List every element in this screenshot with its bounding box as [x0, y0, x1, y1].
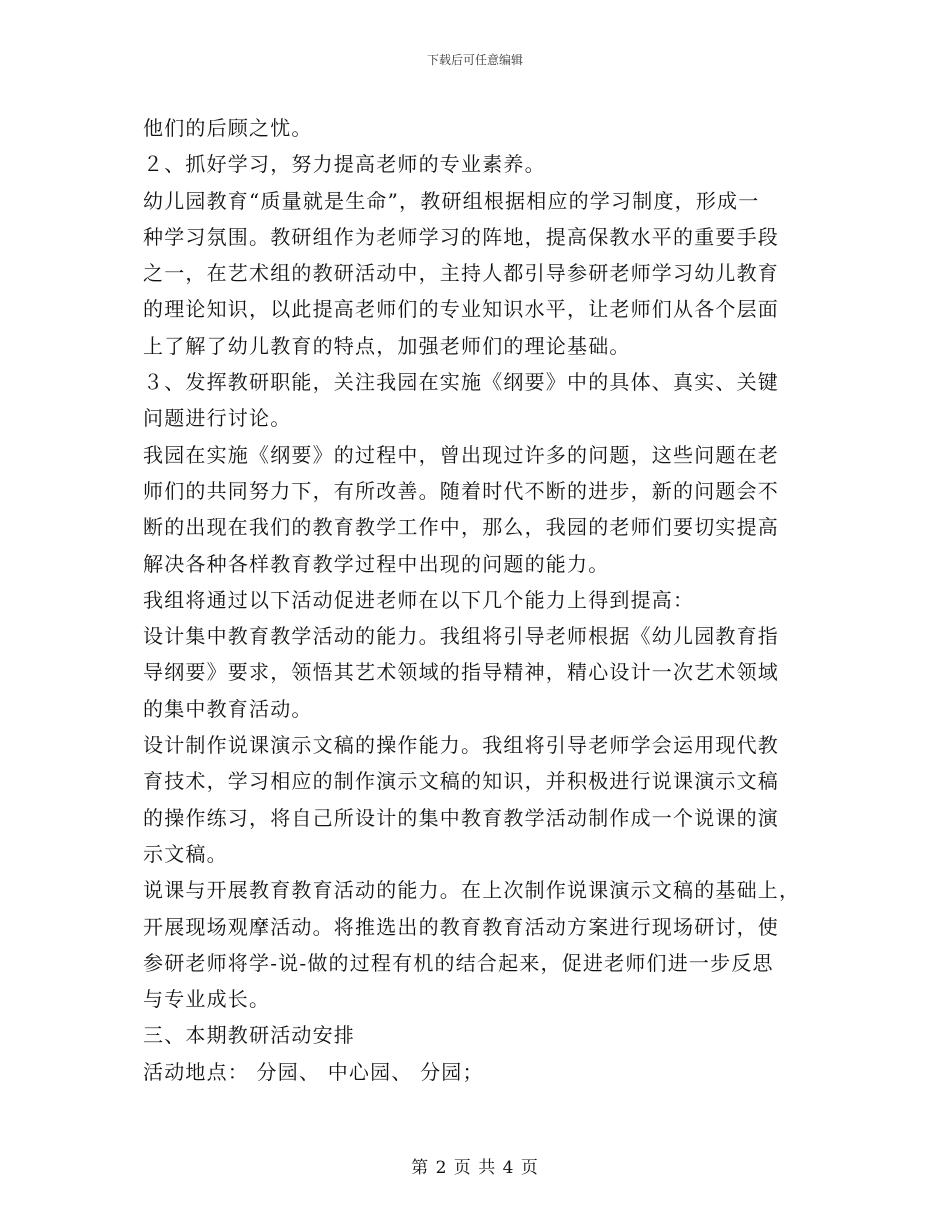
text-line: 的集中教育活动。 [143, 696, 313, 721]
text-line: 与专业成长。 [143, 987, 271, 1012]
text-line: 的操作练习，将自己所设计的集中教育教学活动制作成一个说课的演 [143, 805, 779, 830]
section-heading: 三、本期教研活动安排 [143, 1023, 355, 1048]
page-number-footer: 第 2 页 共 4 页 [411, 1158, 539, 1178]
text-line: 幼儿园教育“质量就是生命”，教研组根据相应的学习制度，形成一 [143, 188, 760, 213]
text-line: 师们的共同努力下，有所改善。随着时代不断的进步，新的问题会不 [143, 478, 779, 503]
text-line: 说课与开展教育教育活动的能力。在上次制作说课演示文稿的基础上， [143, 878, 801, 903]
text-line: 解决各种各样教育教学过程中出现的问题的能力。 [143, 551, 610, 576]
text-line: ２、抓好学习，努力提高老师的专业素养。 [143, 152, 546, 177]
text-line: 育技术，学习相应的制作演示文稿的知识，并积极进行说课演示文稿 [143, 769, 779, 794]
text-line: 导纲要》要求，领悟其艺术领域的指导精神，精心设计一次艺术领域 [143, 660, 779, 685]
text-line: 的理论知识，以此提高老师们的专业知识水平，让老师们从各个层面 [143, 297, 779, 322]
text-line: 我园在实施《纲要》的过程中，曾出现过许多的问题，这些问题在老 [143, 442, 779, 467]
text-line: 问题进行讨论。 [143, 406, 292, 431]
document-body [143, 110, 803, 1090]
text-line: 设计制作说课演示文稿的操作能力。我组将引导老师学会运用现代教 [143, 733, 779, 758]
text-line: 他们的后顾之忧。 [143, 116, 313, 140]
text-line: ３、发挥教研职能，关注我园在实施《纲要》中的具体、真实、关键 [143, 370, 779, 395]
text-line: 之一，在艺术组的教研活动中，主持人都引导参研老师学习幼儿教育 [143, 261, 779, 286]
text-line: 参研老师将学-说-做的过程有机的结合起来，促进老师们进一步反思 [143, 950, 774, 975]
text-line: 断的出现在我们的教育教学工作中，那么，我园的老师们要切实提高 [143, 515, 779, 540]
text-line: 开展现场观摩活动。将推选出的教育教育活动方案进行现场研讨，使 [143, 914, 779, 939]
text-line: 上了解了幼儿教育的特点，加强老师们的理论基础。 [143, 333, 631, 358]
page-header-note: 下载后可任意编辑 [426, 53, 523, 67]
text-line: 种学习氛围。教研组作为老师学习的阵地，提高保教水平的重要手段 [143, 224, 779, 249]
text-line: 示文稿。 [143, 841, 228, 866]
text-line: 我组将通过以下活动促进老师在以下几个能力上得到提高： [143, 587, 695, 612]
text-line: 活动地点： 分园、 中心园、 分园； [143, 1059, 484, 1084]
text-line: 设计集中教育教学活动的能力。我组将引导老师根据《幼儿园教育指 [143, 624, 779, 649]
